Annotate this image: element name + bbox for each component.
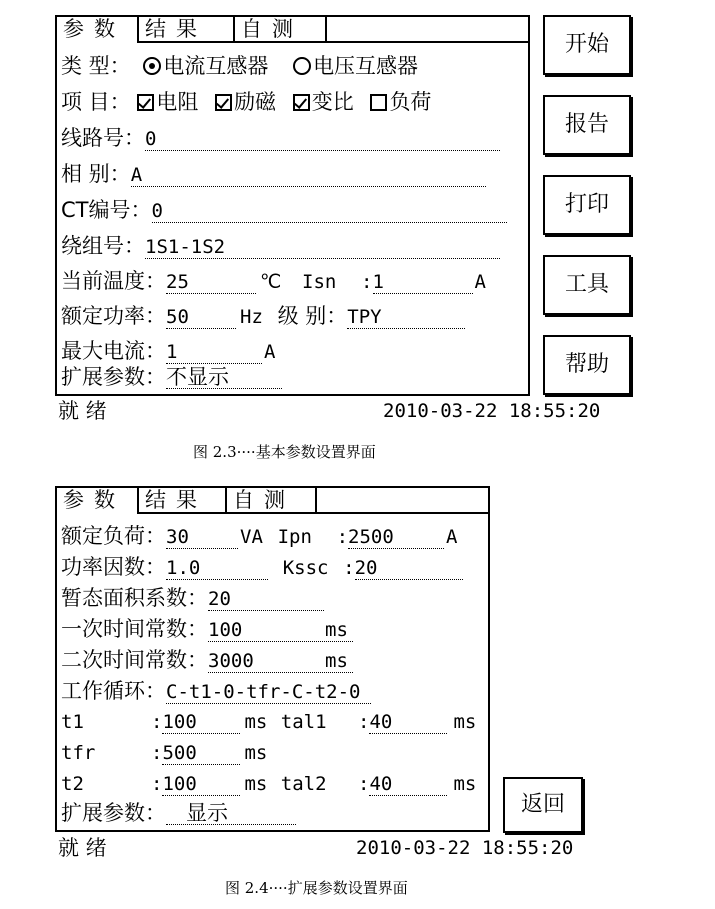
tab-results[interactable]: 结果 bbox=[139, 488, 227, 514]
rated-load-unit: VA bbox=[240, 526, 263, 548]
checkbox-resistance[interactable]: 电阻 bbox=[137, 90, 198, 114]
tab-bar bbox=[57, 488, 317, 514]
ct-no-label: CT编号： bbox=[61, 198, 152, 222]
line-no-field[interactable]: 0 bbox=[145, 128, 500, 151]
checkbox-excitation[interactable]: 励磁 bbox=[215, 90, 276, 114]
rated-power-row bbox=[61, 302, 465, 330]
t1-unit: ms bbox=[244, 711, 268, 733]
report-button[interactable]: 报告 bbox=[543, 95, 631, 155]
t2-colon: : bbox=[151, 773, 163, 795]
max-current-row bbox=[61, 337, 275, 365]
tools-button[interactable]: 工具 bbox=[543, 255, 631, 315]
t1-field[interactable]: 100 bbox=[162, 711, 240, 734]
ipn-colon: : bbox=[336, 526, 349, 548]
t2-row bbox=[61, 770, 476, 798]
primary-tc-field[interactable]: 100 bbox=[208, 619, 353, 642]
tfr-label: tfr bbox=[61, 742, 96, 764]
checkbox-ratio[interactable]: 变比 bbox=[293, 90, 354, 114]
isn-colon: : bbox=[361, 271, 373, 293]
type-label: 类 型： bbox=[61, 54, 131, 78]
secondary-tc-field[interactable]: 3000 bbox=[208, 650, 353, 673]
items-row bbox=[61, 88, 431, 116]
type-row bbox=[61, 52, 418, 80]
tab-bar-line bbox=[317, 512, 488, 514]
rated-power-field[interactable]: 50 bbox=[166, 306, 236, 329]
power-factor-row bbox=[61, 553, 463, 581]
isn-unit: A bbox=[474, 271, 486, 293]
ipn-label: Ipn bbox=[277, 526, 312, 548]
transient-area-row bbox=[61, 584, 324, 612]
line-no-label: 线路号： bbox=[61, 126, 145, 150]
tab-params[interactable]: 参数 bbox=[57, 488, 139, 514]
temp-row bbox=[61, 267, 486, 295]
primary-tc-row bbox=[61, 615, 348, 643]
phase-field[interactable]: A bbox=[131, 164, 486, 187]
ct-no-field[interactable]: 0 bbox=[152, 200, 507, 223]
rated-load-field[interactable]: 30 bbox=[166, 526, 238, 549]
checkbox-checked-icon bbox=[137, 94, 154, 111]
tal1-label: tal1 bbox=[280, 711, 327, 733]
rated-load-row bbox=[61, 522, 458, 550]
tab-selftest[interactable]: 自测 bbox=[235, 17, 327, 43]
status-text: 就 绪 bbox=[58, 836, 107, 860]
tal1-unit: ms bbox=[453, 711, 477, 733]
radio-unselected-icon bbox=[293, 57, 311, 75]
items-label: 项 目： bbox=[61, 90, 131, 114]
temp-label: 当前温度： bbox=[61, 269, 166, 293]
work-cycle-label: 工作循环： bbox=[61, 679, 166, 703]
tal2-field[interactable]: 40 bbox=[369, 773, 447, 796]
ipn-field[interactable]: 2500 bbox=[348, 526, 444, 549]
ipn-unit: A bbox=[446, 526, 458, 548]
figure-caption-2-3: 图 2.3····基本参数设置界面 bbox=[193, 443, 376, 461]
radio-voltage-transformer[interactable]: 电压互感器 bbox=[293, 54, 418, 78]
checkbox-checked-icon bbox=[215, 94, 232, 111]
extended-params-panel bbox=[55, 486, 490, 832]
winding-row bbox=[61, 232, 500, 260]
primary-tc-unit: ms bbox=[325, 619, 348, 641]
isn-label: Isn bbox=[302, 271, 337, 293]
work-cycle-row bbox=[61, 677, 371, 705]
tal1-colon: : bbox=[358, 711, 370, 733]
t2-label: t2 bbox=[61, 773, 84, 795]
tfr-colon: : bbox=[151, 742, 163, 764]
checkbox-load[interactable]: 负荷 bbox=[370, 90, 431, 114]
ext-params-field[interactable]: 不显示 bbox=[166, 366, 282, 389]
status-datetime: 2010-03-22 18:55:20 bbox=[356, 837, 574, 859]
work-cycle-field[interactable]: C-t1-0-tfr-C-t2-0 bbox=[166, 681, 371, 704]
phase-label: 相 别： bbox=[61, 162, 131, 186]
phase-row bbox=[61, 160, 486, 188]
max-current-unit: A bbox=[264, 341, 276, 363]
primary-tc-label: 一次时间常数： bbox=[61, 617, 208, 641]
tab-params[interactable]: 参数 bbox=[57, 17, 139, 43]
class-label: 级 别： bbox=[277, 304, 348, 328]
line-no-row bbox=[61, 124, 500, 152]
kssc-field[interactable]: 20 bbox=[355, 557, 463, 580]
tfr-unit: ms bbox=[244, 742, 268, 764]
secondary-tc-unit: ms bbox=[325, 650, 348, 672]
temp-unit: ℃ bbox=[260, 271, 282, 293]
help-button[interactable]: 帮助 bbox=[543, 335, 631, 395]
ext-params-field[interactable]: 显示 bbox=[166, 802, 296, 825]
tal1-field[interactable]: 40 bbox=[369, 711, 447, 734]
figure-caption-2-4: 图 2.4····扩展参数设置界面 bbox=[225, 879, 408, 897]
max-current-label: 最大电流： bbox=[61, 339, 166, 363]
tab-results[interactable]: 结果 bbox=[139, 17, 235, 43]
secondary-tc-label: 二次时间常数： bbox=[61, 648, 208, 672]
power-factor-label: 功率因数： bbox=[61, 555, 166, 579]
tal2-label: tal2 bbox=[280, 773, 327, 795]
t2-unit: ms bbox=[244, 773, 268, 795]
tab-selftest[interactable]: 自测 bbox=[227, 488, 317, 514]
kssc-label: Kssc bbox=[282, 557, 329, 579]
status-datetime: 2010-03-22 18:55:20 bbox=[383, 400, 601, 422]
start-button[interactable]: 开始 bbox=[543, 15, 631, 75]
class-field[interactable]: TPY bbox=[347, 306, 465, 329]
t1-row bbox=[61, 708, 476, 736]
power-factor-field[interactable]: 1.0 bbox=[166, 557, 268, 580]
rated-power-label: 额定功率： bbox=[61, 304, 166, 328]
back-button[interactable]: 返回 bbox=[503, 777, 583, 833]
ext-params-row bbox=[61, 363, 282, 391]
kssc-colon: : bbox=[343, 557, 355, 579]
isn-field[interactable]: 1 bbox=[373, 271, 473, 294]
winding-field[interactable]: 1S1-1S2 bbox=[145, 236, 500, 259]
rated-load-label: 额定负荷： bbox=[61, 524, 166, 548]
tab-bar bbox=[57, 17, 327, 43]
status-text: 就 绪 bbox=[58, 399, 107, 423]
temp-field[interactable]: 25 bbox=[166, 271, 256, 294]
checkbox-unchecked-icon bbox=[370, 94, 387, 111]
tal2-colon: : bbox=[358, 773, 370, 795]
max-current-field[interactable]: 1 bbox=[166, 341, 262, 364]
ext-params-label: 扩展参数： bbox=[61, 365, 166, 389]
tab-bar-line bbox=[327, 41, 528, 43]
tfr-row bbox=[61, 739, 267, 767]
tfr-field[interactable]: 500 bbox=[162, 742, 240, 765]
ext-params-row bbox=[61, 799, 296, 827]
t1-label: t1 bbox=[61, 711, 84, 733]
transient-area-label: 暂态面积系数： bbox=[61, 586, 208, 610]
ext-params-label: 扩展参数： bbox=[61, 801, 166, 825]
tal2-unit: ms bbox=[453, 773, 477, 795]
transient-area-field[interactable]: 20 bbox=[208, 588, 324, 611]
radio-current-transformer[interactable]: 电流互感器 bbox=[143, 54, 268, 78]
basic-params-panel bbox=[55, 15, 530, 396]
print-button[interactable]: 打印 bbox=[543, 175, 631, 235]
checkbox-checked-icon bbox=[293, 94, 310, 111]
t2-field[interactable]: 100 bbox=[162, 773, 240, 796]
t1-colon: : bbox=[151, 711, 163, 733]
radio-selected-icon bbox=[143, 57, 161, 75]
secondary-tc-row bbox=[61, 646, 348, 674]
winding-label: 绕组号： bbox=[61, 234, 145, 258]
ct-no-row bbox=[61, 196, 507, 224]
rated-power-unit: Hz bbox=[240, 306, 263, 328]
